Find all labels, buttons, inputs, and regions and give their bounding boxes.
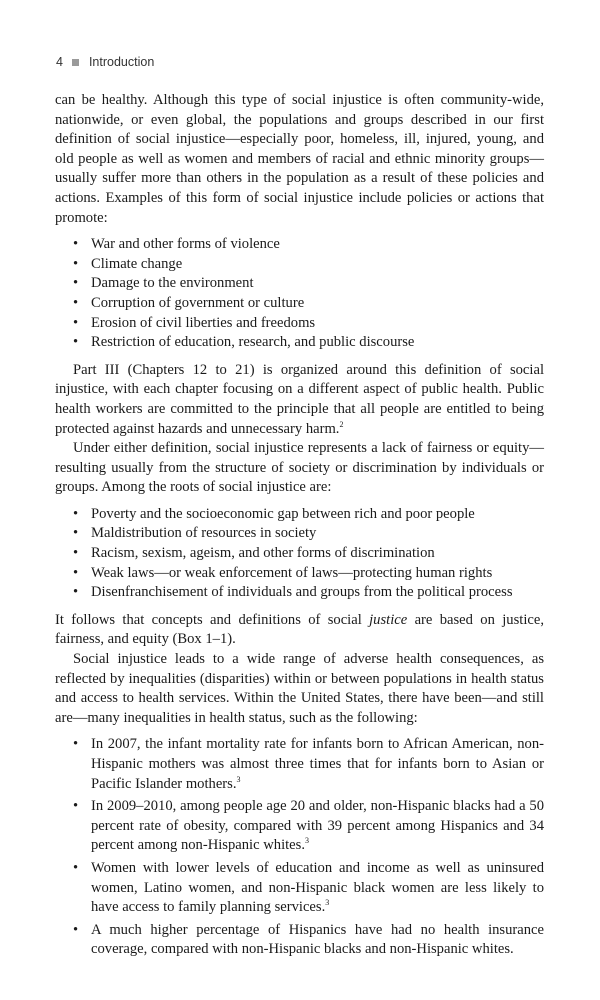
separator-square-icon — [72, 59, 79, 66]
list-item: • Climate change — [55, 255, 544, 275]
list-item-text: A much higher percentage of Hispanics have had no health insurance coverage, compared with non-Hispanic blacks and non-Hispanic whites. — [91, 921, 544, 958]
emphasis-justice: justice — [369, 611, 408, 628]
list-item: • Disenfranchisement of individuals and groups from the political process — [55, 583, 544, 603]
list-item-text: Women with lower levels of education and income as well as uninsured women, Latino women, and non-Hispanic black women are less likely to have access to family planning services. — [91, 859, 544, 916]
list-item-text: In 2009–2010, among people age 20 and older, non-Hispanic blacks had a 50 percent rate of obesity, compared with 39 percent among Hispanics and 34 percent among non-Hispanic whites. — [91, 798, 544, 854]
list-promoted-policies — [55, 235, 544, 353]
page-number: 4 — [56, 55, 63, 69]
list-health-inequalities — [55, 735, 544, 960]
list-item — [55, 859, 544, 918]
list-item — [55, 797, 544, 856]
body-text — [55, 91, 544, 963]
list-item: • Erosion of civil liberties and freedoms — [55, 314, 544, 334]
paragraph-3: Under either definition, social injustice represents a lack of fairness or equity—resulting usually from the structure of society or discrimination by individuals or groups. Among the roots of social injustice are: — [55, 440, 544, 496]
paragraph-4-text-end: are based on justice, fairness, and equity (Box 1–1). — [55, 611, 544, 648]
list-item: • Poverty and the socioeconomic gap between rich and poor people — [55, 505, 544, 525]
list-item: • Damage to the environment — [55, 274, 544, 294]
list-item: • Racism, sexism, ageism, and other forms of discrimination — [55, 544, 544, 564]
paragraph-2 — [55, 361, 544, 439]
paragraph-4 — [55, 611, 544, 650]
paragraph-5: Social injustice leads to a wide range of adverse health consequences, as reflected by inequalities (disparities) within or between populations in health status and access to health services. Within the United States, there have been—and still are—many inequalities in health status, such as the following: — [55, 651, 544, 726]
footnote-ref: 2 — [339, 419, 344, 429]
paragraph-2-text: Part III (Chapters 12 to 21) is organized around this definition of social injustice, with each chapter focusing on a different aspect of public health. Public health workers are committed to the principle that all people are entitled to being protected against hazards and unnecessary harm. — [55, 361, 544, 437]
list-item: • Corruption of government or culture — [55, 294, 544, 314]
list-item: • War and other forms of violence — [55, 235, 544, 255]
section-title: Introduction — [88, 55, 155, 69]
list-item: • Maldistribution of resources in society — [55, 524, 544, 544]
list-item: • Weak laws—or weak enforcement of laws—protecting human rights — [55, 564, 544, 584]
list-item — [55, 735, 544, 794]
footnote-ref: 3 — [325, 898, 330, 908]
list-item: • Restriction of education, research, and public discourse — [55, 333, 544, 353]
list-item-text: In 2007, the infant mortality rate for infants born to African American, non-Hispanic mothers was almost three times that for infants born to Asian or Pacific Islander mothers. — [91, 736, 544, 792]
paragraph-1: can be healthy. Although this type of social injustice is often community-wide, nationwide, or even global, the populations and groups described in our first definition of social injustice—especially poor, homeless, ill, injured, young, and old people as well as women and members of racial and ethnic minority groups—usually suffer more than others in the population as a result of these policies and actions. Examples of this form of social injustice include policies or actions that promote: — [55, 92, 544, 226]
list-roots-of-injustice — [55, 505, 544, 603]
running-head — [56, 55, 154, 69]
footnote-ref: 3 — [236, 774, 241, 784]
footnote-ref: 3 — [304, 836, 309, 846]
list-item — [55, 921, 544, 960]
paragraph-4-text: It follows that concepts and definitions of social — [55, 611, 370, 628]
